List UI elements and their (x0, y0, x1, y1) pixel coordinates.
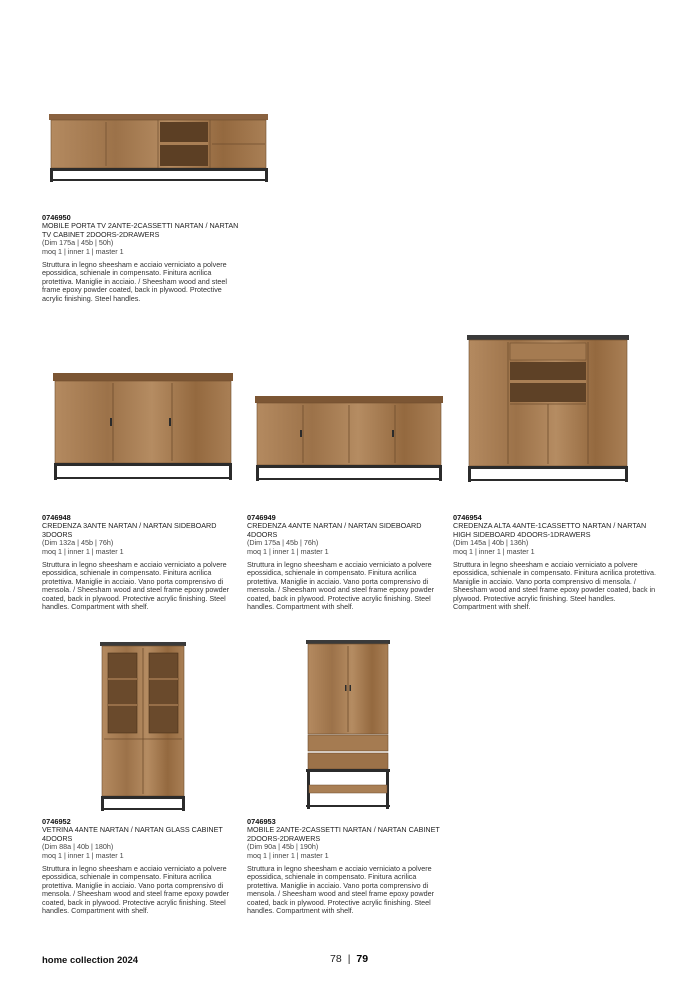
product-moq: moq 1 | inner 1 | master 1 (247, 546, 329, 556)
high-sideboard-info (453, 514, 658, 611)
product-description: Struttura in legno sheesham e acciaio verniciato a polvere epossidica, schienale in compensato. Finitura acrilica protettiva. Maniglie in acciaio. Vano porta comprensivo di mensola. / Sheesham wood and steel frame epoxy powder coated, back in plywood. Protective acrylic finishing. Steel handles. Compartment with shelf. (247, 560, 434, 612)
product-moq: moq 1 | inner 1 | master 1 (453, 546, 535, 556)
page-number-left: 78 (330, 953, 342, 965)
product-description: Struttura in legno sheesham e acciaio verniciato a polvere epossidica, schienale in compensato. Finitura acrilica protettiva. Maniglie in acciaio. Vano porta comprensivo di mensola. / Sheesham wood and steel frame epoxy powder coated, back in plywood. Protective acrylic finishing. Steel handles. Compartment with shelf. (247, 864, 434, 916)
product-code: 0746952 (42, 817, 71, 826)
sideboard-4doors-info (247, 514, 447, 611)
product-description: Struttura in legno sheesham e acciaio verniciato a polvere epossidica, schienale in compensato. Finitura acrilica protettiva. Maniglie in acciaio. Vano porta comprensivo di mensola. / Sheesham wood and steel frame epoxy powder coated, back in plywood. Protective acrylic finishing. Steel handles. Compartment with shelf. (42, 864, 229, 916)
product-name: VETRINA 4ANTE NARTAN / NARTAN GLASS CABINET 4DOORS (42, 825, 223, 843)
product-name: CREDENZA 3ANTE NARTAN / NARTAN SIDEBOARD 3DOORS (42, 521, 217, 539)
cabinet-2doors-2drawers-info (247, 818, 447, 915)
product-code: 0746949 (247, 513, 276, 522)
product-name: MOBILE PORTA TV 2ANTE-2CASSETTI NARTAN / NARTAN TV CABINET 2DOORS-2DRAWERS (42, 221, 239, 239)
product-code: 0746954 (453, 513, 482, 522)
product-name: CREDENZA 4ANTE NARTAN / NARTAN SIDEBOARD 4DOORS (247, 521, 422, 539)
product-name: MOBILE 2ANTE-2CASSETTI NARTAN / NARTAN CABINET 2DOORS-2DRAWERS (247, 825, 440, 843)
sideboard-4doors-image (254, 395, 444, 483)
product-dimensions: (Dim 88a | 40b | 180h) (42, 842, 114, 852)
product-description: Struttura in legno sheesham e acciaio verniciato a polvere epossidica, schienale in compensato. Finitura acrilica protettiva. Maniglie in acciaio. Vano porta comprensivo di mensola. / Sheesham wood and steel frame epoxy powder coated, back in plywood. Protective acrylic finishing. Steel handles. Compartment with shelf. (453, 560, 656, 612)
product-dimensions: (Dim 132a | 45b | 76h) (42, 538, 114, 548)
product-moq: moq 1 | inner 1 | master 1 (42, 246, 124, 256)
product-code: 0746950 (42, 213, 71, 222)
tv-cabinet-image (48, 112, 270, 186)
product-dimensions: (Dim 175a | 45b | 76h) (247, 538, 319, 548)
sideboard-3doors-info (42, 514, 242, 611)
product-name: CREDENZA ALTA 4ANTE-1CASSETTO NARTAN / NARTAN HIGH SIDEBOARD 4DOORS-1DRAWERS (453, 521, 647, 539)
page-number-right: 79 (356, 953, 369, 965)
product-dimensions: (Dim 175a | 45b | 50h) (42, 238, 114, 248)
footer-brand: home collection 2024 (42, 955, 139, 966)
glass-cabinet-image (98, 641, 188, 813)
glass-cabinet-info (42, 818, 242, 915)
product-dimensions: (Dim 145a | 40b | 136h) (453, 538, 529, 548)
product-moq: moq 1 | inner 1 | master 1 (247, 850, 329, 860)
tv-cabinet-info (42, 214, 242, 303)
product-moq: moq 1 | inner 1 | master 1 (42, 546, 124, 556)
product-description: Struttura in legno sheesham e acciaio verniciato a polvere epossidica, schienale in compensato. Finitura acrilica protettiva. Maniglie in acciaio. Vano porta comprensivo di mensola. / Sheesham wood and steel frame epoxy powder coated, back in plywood. Protective acrylic finishing. Steel handles. Compartment with shelf. (42, 560, 229, 612)
product-dimensions: (Dim 90a | 45b | 190h) (247, 842, 319, 852)
product-code: 0746953 (247, 817, 276, 826)
page-numbers (330, 953, 368, 965)
high-sideboard-image (466, 334, 630, 484)
sideboard-3doors-image (52, 372, 234, 482)
cabinet-2doors-2drawers-image (304, 639, 392, 813)
product-code: 0746948 (42, 513, 71, 522)
product-description: Struttura in legno sheesham e acciaio verniciato a polvere epossidica, schienale in compensato. Finitura acrilica protettiva. Maniglie in acciaio. / Sheesham wood and steel frame epoxy powder coated, back in plywood. Protective acrylic finishing. Steel handles. (42, 260, 227, 303)
page-separator: | (347, 953, 351, 965)
product-moq: moq 1 | inner 1 | master 1 (42, 850, 124, 860)
